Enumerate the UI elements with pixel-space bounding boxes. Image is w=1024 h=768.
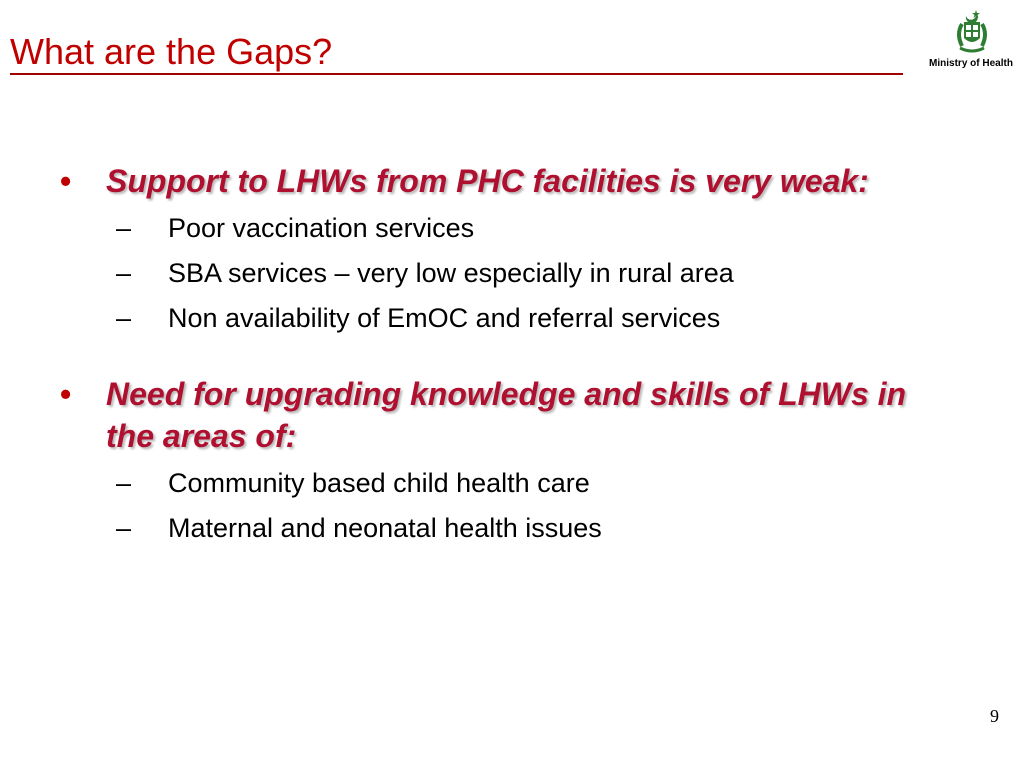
sub-bullet-item [60,206,960,251]
sub-bullet-item [60,251,960,296]
sub-bullet-item [60,461,960,506]
slide-content [60,160,960,551]
bullet-item [60,373,960,551]
logo-caption: Ministry of Health [929,58,1013,69]
ministry-logo [924,10,1018,76]
sub-bullet-list [60,461,960,551]
bullet-icon: • [60,163,72,199]
sub-bullet-list [60,206,960,341]
sub-bullet-text: SBA services – very low especially in rural area [168,258,734,288]
page-number: 9 [990,706,999,726]
sub-bullet-text: Community based child health care [168,468,590,498]
bullet-row [60,160,960,202]
dash-icon: – [116,468,132,498]
sub-bullet-item [60,506,960,551]
dash-icon: – [116,213,132,243]
government-emblem-icon [954,10,990,56]
bullet-icon: • [60,376,72,412]
sub-bullet-item [60,296,960,341]
bullet-text: Support to LHWs from PHC facilities is very weak: [106,163,869,199]
sub-bullet-text: Maternal and neonatal health issues [168,513,602,543]
dash-icon: – [116,303,132,333]
sub-bullet-text: Poor vaccination services [168,213,475,243]
bullet-item [60,160,960,341]
bullet-text: Need for upgrading knowledge and skills of LHWs in the areas of: [106,376,907,454]
dash-icon: – [116,258,132,288]
slide-title: What are the Gaps? [10,31,333,72]
sub-bullet-text: Non availability of EmOC and referral services [168,303,721,333]
title-underline [10,73,903,75]
dash-icon: – [116,513,132,543]
bullet-row [60,373,960,457]
